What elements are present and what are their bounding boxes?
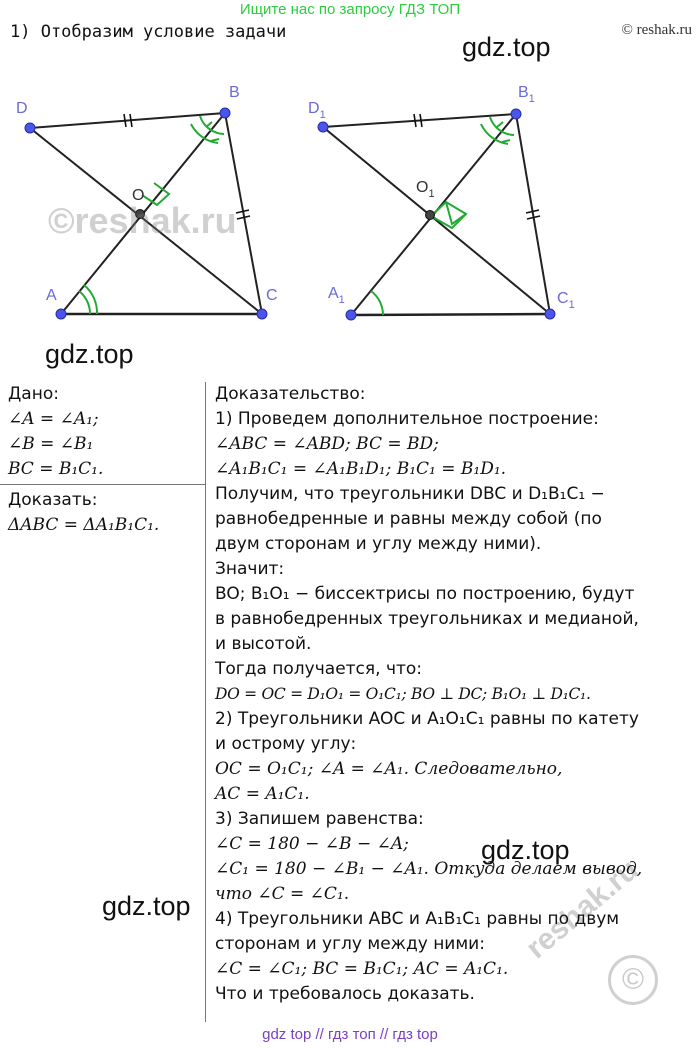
proof-line: Значит: (215, 559, 285, 579)
label-d: D (16, 100, 28, 117)
given-title: Дано: (8, 384, 59, 404)
proof-line: Что и требовалось доказать. (215, 984, 475, 1004)
label-b: B (229, 84, 240, 101)
proof-line: равнобедренные и равны между собой (по (215, 509, 602, 529)
proof-line: и высотой. (215, 634, 312, 654)
label-o: O (132, 187, 145, 204)
proof-line: что ∠C = ∠C₁. (215, 884, 350, 904)
proof-section (215, 382, 700, 1007)
prove-statement: ΔABC = ΔA₁B₁C₁. (8, 515, 160, 535)
proof-line: 4) Треугольники ABC и A₁B₁C₁ равны по двум (215, 909, 620, 929)
label-d1: $D_1$ (308, 100, 326, 121)
proof-line: Тогда получается, что: (215, 659, 423, 679)
proof-line: DO = OC = D₁O₁ = O₁C₁; BO ⊥ DC; B₁O₁ ⊥ D₁C₁. (215, 685, 591, 703)
geometry-figures (0, 0, 700, 340)
proof-line: OC = O₁C₁; ∠A = ∠A₁. Следовательно, (215, 759, 563, 779)
proof-line: в равнобедренных треугольниках и медианой, (215, 609, 639, 629)
gdz-watermark-3: gdz.top (481, 835, 570, 865)
proof-line: ∠C = 180 − ∠B − ∠A; (215, 834, 409, 854)
proof-line: BO; B₁O₁ − биссектрисы по построению, будут (215, 584, 635, 604)
given-line: ∠B = ∠B₁ (8, 434, 94, 454)
gdz-watermark-2: gdz.top (45, 339, 134, 369)
column-divider (205, 382, 206, 1022)
copyright-notice: © reshak.ru (621, 22, 692, 38)
proof-line: ∠C = ∠C₁; BC = B₁C₁; AC = A₁C₁. (215, 959, 509, 979)
reshak-watermark: ©reshak.ru (48, 200, 237, 241)
prove-section (8, 488, 203, 538)
proof-line: ∠C₁ = 180 − ∠B₁ − ∠A₁. Откуда делаем вывод, (215, 859, 643, 879)
gdz-watermark-1: gdz.top (462, 32, 551, 62)
proof-line: двум сторонам и углу между ними). (215, 534, 542, 554)
prove-title: Доказать: (8, 490, 98, 510)
proof-line: AC = A₁C₁. (215, 784, 310, 804)
label-o1: $O_1$ (416, 179, 435, 200)
proof-line: 3) Запишем равенства: (215, 809, 424, 829)
top-banner[interactable]: Ищите нас по запросу ГДЗ ТОП (239, 1, 461, 18)
proof-line: 1) Проведем дополнительное построение: (215, 409, 599, 429)
label-a1: $A_1$ (328, 285, 345, 306)
proof-line: сторонам и углу между ними: (215, 934, 485, 954)
label-c: C (266, 287, 278, 304)
figure-2 (308, 84, 575, 320)
label-b1: $B_1$ (518, 84, 535, 105)
gdz-watermark-4: gdz.top (102, 891, 191, 921)
proof-line: ∠A₁B₁C₁ = ∠A₁B₁D₁; B₁C₁ = B₁D₁. (215, 459, 507, 479)
label-a: A (46, 287, 57, 304)
proof-line: Доказательство: (215, 384, 366, 404)
proof-line: ∠ABC = ∠ABD; BC = BD; (215, 434, 439, 454)
copyright-seal-icon: © (608, 955, 658, 1005)
given-line: BC = B₁C₁. (8, 459, 104, 479)
proof-line: Получим, что треугольники DBC и D₁B₁C₁ − (215, 484, 605, 504)
footer-links[interactable]: gdz top // гдз топ // гдз top (262, 1026, 438, 1043)
label-c1: $C_1$ (557, 290, 575, 311)
reshak-watermark-diagonal: reshak.ru (520, 853, 645, 966)
given-section (8, 382, 203, 482)
given-divider (0, 484, 206, 485)
proof-line: 2) Треугольники AOC и A₁O₁C₁ равны по катету (215, 709, 639, 729)
proof-line: и острому углу: (215, 734, 357, 754)
task-title: 1) Отобразим условие задачи (10, 22, 287, 42)
given-line: ∠A = ∠A₁; (8, 409, 99, 429)
